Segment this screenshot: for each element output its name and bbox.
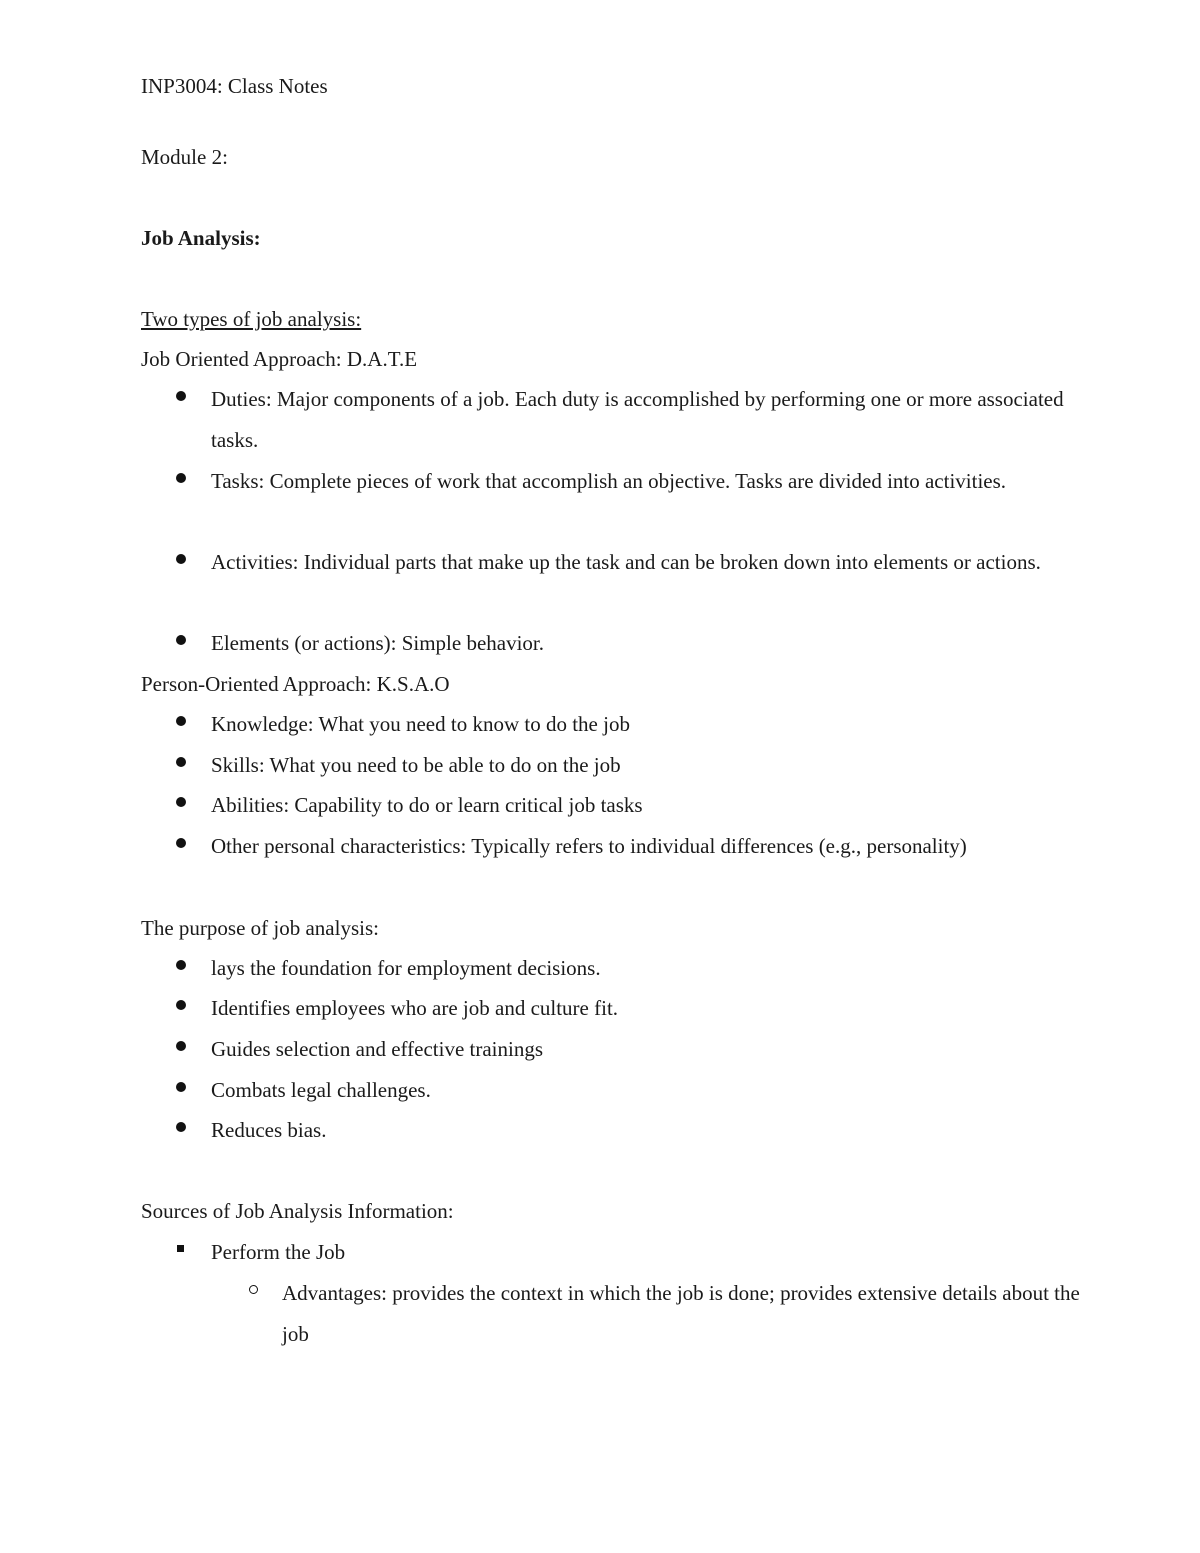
bullet-icon — [175, 745, 189, 786]
sub-list-item-text: Advantages: provides the context in which the job is done; provides extensive details about the job — [282, 1281, 1080, 1346]
list-item-text: lays the foundation for employment decisions. — [211, 956, 601, 980]
bullet-icon — [175, 623, 189, 664]
bullet-icon — [175, 826, 189, 867]
list-item — [141, 1070, 1081, 1111]
types-heading: Two types of job analysis: — [141, 307, 362, 331]
list-item-text: Knowledge: What you need to know to do the job — [211, 712, 630, 736]
bullet-icon — [175, 988, 189, 1029]
bullet-icon — [175, 1070, 189, 1111]
list-item-text: Elements (or actions): Simple behavior. — [211, 631, 545, 655]
bullet-icon — [175, 379, 189, 420]
list-item-text: Skills: What you need to be able to do on the job — [211, 753, 621, 777]
list-item-text: Reduces bias. — [211, 1118, 327, 1142]
header-title: INP3004: Class Notes — [141, 74, 328, 98]
list-item — [141, 461, 1081, 502]
list-item-text: Identifies employees who are job and culture fit. — [211, 996, 619, 1020]
sub-list-item — [141, 1273, 1081, 1354]
person-oriented-heading: Person-Oriented Approach: K.S.A.O — [141, 672, 450, 696]
bullet-icon — [175, 1110, 189, 1151]
list-item-text: Abilities: Capability to do or learn critical job tasks — [211, 793, 643, 817]
section-title: Job Analysis: — [141, 226, 261, 250]
list-item — [141, 542, 1081, 583]
list-item — [141, 785, 1081, 826]
list-item — [141, 1110, 1081, 1151]
job-oriented-heading: Job Oriented Approach: D.A.T.E — [141, 347, 418, 371]
list-item — [141, 948, 1081, 989]
list-item — [141, 704, 1081, 745]
bullet-icon — [175, 948, 189, 989]
list-item — [141, 1232, 1081, 1273]
list-item — [141, 745, 1081, 786]
module-label: Module 2: — [141, 145, 228, 169]
list-item-text: Guides selection and effective trainings — [211, 1037, 544, 1061]
list-item-text: Activities: Individual parts that make up the task and can be broken down into elements or actions. — [211, 550, 1041, 574]
list-item-text: Duties: Major components of a job. Each duty is accomplished by performing one or more associated tasks. — [211, 387, 1064, 452]
list-item-text: Combats legal challenges. — [211, 1078, 431, 1102]
purpose-heading: The purpose of job analysis: — [141, 916, 379, 940]
list-item — [141, 1029, 1081, 1070]
circle-bullet-icon — [249, 1273, 263, 1314]
bullet-icon — [175, 542, 189, 583]
list-item-text: Perform the Job — [211, 1240, 346, 1264]
list-item — [141, 623, 1081, 664]
bullet-icon — [175, 461, 189, 502]
square-bullet-icon — [175, 1232, 189, 1273]
list-item — [141, 988, 1081, 1029]
list-item-text: Other personal characteristics: Typically refers to individual differences (e.g., personality) — [211, 834, 967, 858]
sources-heading: Sources of Job Analysis Information: — [141, 1199, 454, 1223]
list-item — [141, 379, 1081, 460]
bullet-icon — [175, 704, 189, 745]
list-item — [141, 826, 1081, 867]
list-item-text: Tasks: Complete pieces of work that accomplish an objective. Tasks are divided into activities. — [211, 469, 1007, 493]
bullet-icon — [175, 785, 189, 826]
bullet-icon — [175, 1029, 189, 1070]
